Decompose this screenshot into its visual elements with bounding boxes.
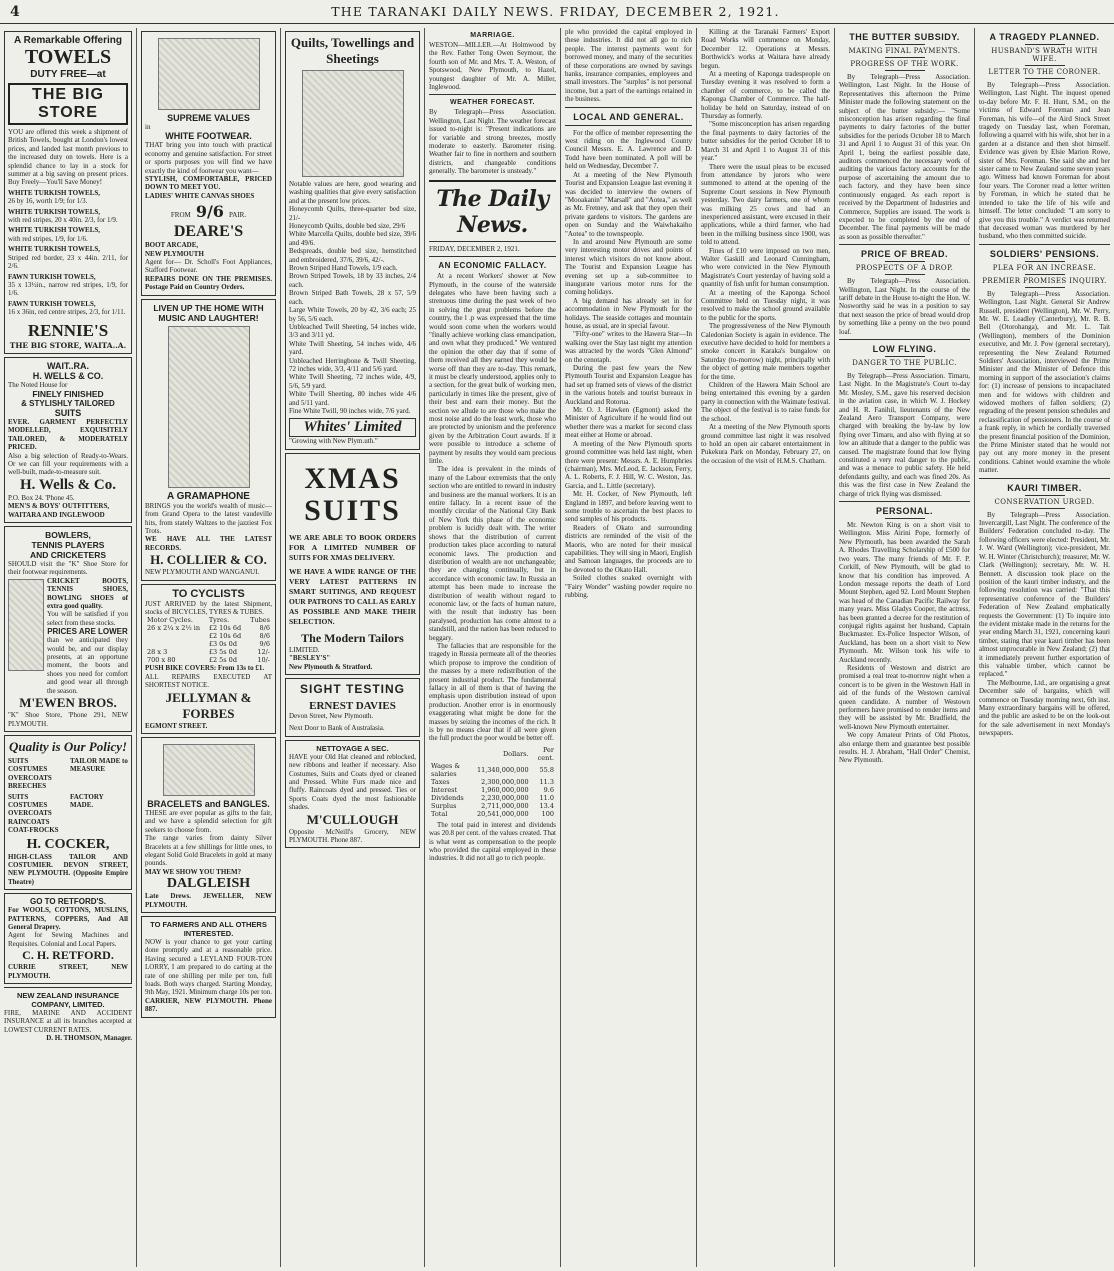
ad-heading: Quality is Our Policy! — [8, 738, 128, 754]
article-body: By Telegraph—Press Association. Timaru, Last Night. In the Magistrate's Court to-day Mr. Mosley, S.M., gave his reserved decision in the aviation case, in which W. J. Hockey and H. R. Fanihil, lieutenants of the New Zealand Aero Transport Company, were charged with breaking the by-law by low flying over Timaru, and also with flying at so low an altitude that a danger to the public was caused. The magistrate found that low flying constituted a very real danger to the public, and was a menace to public safety. He held defendants guilty, and each was fined 20s. As this was the first case in New Zealand the charge of trick flying was dismissed. — [839, 371, 970, 498]
divider — [885, 261, 925, 262]
article-subheading: MAKING FINAL PAYMENTS. — [848, 47, 961, 55]
table-cell: 8/6 — [259, 632, 270, 641]
ad-highlight: STYLISH, COMFORTABLE, PRICED DOWN TO MEET YOU. — [145, 175, 272, 192]
article-body: Mr. Newton King is on a short visit to Wellington. Miss Airini Pope, formerly of New Plymouth, has been awarded the Sarah A. Rhodes Travelling Scholarship of £500 for two years. The many friends of Mr. F. P. Corkill, of New Plymouth, will be glad to know that his condition has improved. A London message reports the death of Lord Mount Stephen, aged 92. Lord Mount Stephen was head of the Canadian Pacific Railway for many years. Miss Gladys Cooper, the actress, has been granted a decree for the restitution of conjugal rights against her husband, Captain Buckmaster. Ex-Police Inspector Wilson, of Auckland, has been on a short visit to New Plymouth. Mr. Wilson took his wife to Auckland recently. — [839, 521, 970, 664]
ad-heading: SUPREME VALUES — [167, 113, 250, 123]
ad-firm-sub: LIMITED. — [289, 645, 320, 654]
ad-title: SIGHT TESTING — [299, 682, 405, 696]
divider — [885, 356, 925, 357]
ad-heading: BOWLERS, — [45, 530, 91, 540]
ad-location: Next Door to Bank of Australasia. — [289, 724, 385, 733]
list-item-desc: 35 x 13½in., narrow red stripes, 1/9, for 1/6. — [8, 280, 128, 298]
ad-heading: NEW ZEALAND INSURANCE COMPANY, LIMITED. — [16, 991, 120, 1010]
ad-town: WAIT..RA. — [47, 360, 89, 371]
divider — [1025, 44, 1065, 45]
article-body: Residents of Westown and district are promised a real treat to-morrow night when a concert is to be given in the Westown Hall in aid of the funds of the Westown carnival queen candidate. A number of Westown performers have promised to render items and they will be assisted by Mr. Bradfield, the well-known New Plymouth entertainer. — [839, 663, 970, 731]
ad-heading: BRACELETS and BANGLES. — [147, 798, 270, 809]
list-item-desc: with red stripes, 1/9, for 1/6. — [8, 234, 88, 243]
divider — [1025, 78, 1065, 79]
newspaper-title: THE TARANAKI DAILY NEWS. FRIDAY, DECEMBER 2, 1921. — [331, 4, 780, 19]
news-paragraph: There were the usual pleas to be excused from attendance by jurors who were summoned to attend at the opening of the Supreme Court sessions in New Plymouth yesterday. Two dairy farmers, one of whom was milking 25 cows and had an inexperienced assistant, were excused in their applications, while a third farmer, who had been in the milking business since 1900, was told to attend. — [701, 162, 830, 247]
article-subheading: CONSERVATION URGED. — [994, 497, 1095, 506]
list-item: White Marcella Quilts, double bed size, 39/6 and 49/6. — [289, 230, 416, 247]
list-item: White Twill Sheeting, 72 inches wide, 4/9, 5/6, 5/9 yard. — [289, 373, 416, 390]
list-item: Honeycomb Quilts, double bed size, 29/6 — [289, 222, 406, 231]
table-cell: 1,960,000,000 — [481, 785, 529, 794]
divider — [1025, 274, 1065, 275]
table-row — [145, 656, 272, 664]
ad-firm-address: CURRIE STREET, NEW PLYMOUTH. — [8, 963, 128, 980]
news-paragraph: At a meeting of the New Plymouth Tourist and Expansion League last evening it was decided to interview the owners of "Mooakanin" "Marsall" and "Aotea," as well as Mr. Fretney, and ask that they open their private gardens to visitors. The gardens are open on Sunday and the Waiwhakaiho "Aotea" to the townspeople. — [565, 170, 692, 238]
divider — [839, 501, 970, 502]
list-item-name: FAWN TURKISH TOWELS, — [8, 299, 96, 308]
bracelet-illustration — [163, 744, 255, 796]
shoe-illustration — [158, 38, 260, 110]
ad-body: For WOOLS, COTTONS, MUSLINS, PATTERNS, COPPERS, And All General Drapery. — [8, 906, 128, 931]
news-paragraph: Children of the Hawera Main School are being entertained this evening by a garden party in connection with the Waimate festival. The object of the festival is to raise funds for the school. — [701, 381, 830, 423]
ad-tag: FACTORY MADE. — [70, 792, 104, 809]
ad-firm-name: DALGLEISH — [166, 876, 251, 892]
ad-body: WE ARE ABLE TO BOOK ORDERS FOR A LIMITED NUMBER OF SUITS FOR XMAS DELIVERY. — [289, 532, 416, 562]
list-item: Large White Towels, 20 by 42, 3/6 each; 25 by 56, 5/6 each. — [289, 306, 416, 323]
article-subheading: HUSBAND'S WRATH WITH WIFE. — [991, 47, 1098, 63]
article-body: By Telegraph—Press Association. Wellington, Last Night. The weather forecast issued to-night is: "Present indications are for variable and strong breezes, mostly moderate to easterly. Barometer rising. Weather fair to fine in northern and southern districts, and changeable conditions generally. The barometer is unsteady." — [429, 108, 556, 176]
ad-body: WE HAVE A WIDE RANGE OF THE VERY LATEST PATTERNS IN SMART SUITINGS, AND REQUEST OUR PATRONS TO CALL AS EARLY AS POSSIBLE AND MAKE THEIR SELECTION. — [289, 566, 416, 626]
ad-firm-town: NEW PLYMOUTH — [145, 249, 204, 258]
table-row — [429, 786, 556, 794]
table-header: Per cent. — [537, 745, 554, 762]
rennies-towels-ad — [4, 31, 132, 354]
ad-title: Quilts, Towellings and Sheetings — [290, 35, 415, 66]
article-heading: A TRAGEDY PLANNED. — [989, 32, 1100, 42]
paper-nameplate: The Daily News. — [436, 185, 549, 238]
deares-footwear-ad — [141, 31, 276, 296]
ad-highlight: WE HAVE ALL THE LATEST RECORDS. — [145, 535, 272, 552]
article-subheading: PLEA FOR AN INCREASE. — [992, 263, 1097, 272]
ad-line: FINELY FINISHED — [32, 388, 104, 399]
news-paragraph: The progressiveness of the New Plymouth Caledonian Society is again in evidence. The executive have decided to hold for members a smoke concert in Karaka's bungalow on Saturday (to-morrow) night, principally with the object of getting male members together for the time. — [701, 322, 830, 381]
editorial-paragraph: At a recent Workers' shower at New Plymouth, in the course of the waterside delegates who have been having such a strenuous time during the past week of two in solving the great problems before the country, the l .p was expressed that the time would soon come when the workers would "finally achieve working class emancipation, and own what they produced." We ventured the opinion the other day that if some of them received all they earned they would be worse off than they are to-day. This remark, it must be clearly understood, applies only to a section, for the great bulk of working men, particularly in times like the present, give of their best and earn their money. But the section we allude to are those who make the most noise and do the least work, those who are protected by unionism and the preference given by the Arbitration Court awards. If it were possible to introduce a scheme of payment by results they would earn precious little. — [429, 272, 556, 466]
divider — [429, 241, 556, 242]
ad-list: SUITS COSTUMES OVERCOATS BREECHES — [8, 756, 52, 791]
news-paragraph: During the past few years the New Plymouth Tourist and Expansion League has had set up framed sets of views of the district in the various hotels and tourist bureaux in Auckland and Rotorua. — [565, 364, 692, 406]
ad-body: HAVE your Old Hat cleaned and reblocked, new ribbons and leather if necessary. Also Costumes, Suits and Coats dyed or cleaned and Pressed. White Furs made nice and fluffy. Raincoats dyed and pressed. Ties or Sports Coats dyed the most fashionable shades. — [289, 752, 416, 812]
ad-heading: GO TO RETFORD'S. — [30, 897, 106, 907]
table-cell: 11.0 — [539, 793, 554, 802]
ad-tagline: The Noted House for — [8, 380, 68, 389]
table-row — [429, 778, 556, 786]
carrier-ad — [141, 916, 276, 1018]
ad-firm-sub: BOOT ARCADE, — [145, 241, 199, 250]
ad-slogan: "Growing with New Plym.uth." — [289, 437, 378, 446]
news-paragraph: "Some misconception has arisen regarding the final payments to dairy factories of the butter subsidies for the period October 18 to March 31 and April 1 to August 31 of this year." — [701, 120, 830, 163]
column-3 — [281, 28, 424, 1267]
ad-heading: LIVEN UP THE HOME WITH MUSIC AND LAUGHTER! — [153, 302, 264, 323]
quilt-price-list — [289, 205, 416, 415]
list-item: Brown Striped Bath Towels, 28 x 57, 5/9 each. — [289, 289, 416, 306]
article-subheading: PROGRESS OF THE WORK. — [850, 60, 959, 68]
ad-heading: TO CYCLISTS — [172, 587, 245, 600]
article-body: By Telegraph—Press Association. Wellington, Last Night. The inquest opened to-day before Mr. F. H. Hunt, S.M., on the victims of Edward Foreman and Jean Foreman, his wife—of the Aird Stock Street tragedy on Tuesday last, when Foreman, following a quarrel with his wife, shot her in a garden at a distance and then shot himself. Evidence was given by Elsie Marion Rowe, sister of Mrs. Foreman. She said she and her sister came to New Zealand some seven years ago. Witness had known Foreman for about four years. The Coroner read a letter written by Foreman, in which he stated that he intended to take the life of his wife and himself. The letter concluded: "I am sorry to give you this trouble." A verdict was returned that deceased woman was murdered by her husband, who then committed suicide. — [979, 81, 1110, 241]
dalgleish-jeweller-ad — [141, 737, 276, 913]
list-item: Honeycomb Quilts, three-quarter bed size, 21/- — [289, 205, 416, 222]
table-header: Tyres. — [208, 616, 230, 625]
ernest-davies-ad — [285, 678, 420, 737]
ad-heading: TENNIS PLAYERS — [31, 540, 105, 550]
editorial-paragraph: The fallacies that are responsible for the tragedy in Russia permeate all of the theories which propose to improve the condition of the masses by a mere redistribution of the present industrial product. The fundamental fallacy in all of them is that of having the emphasis upon distribution instead of upon production. Another error is in enormously exaggerating what might be done for the masses by seizing the incomes of the rich. It is by no means clear that if all were given the full product the poor would be better off. — [429, 641, 556, 743]
divider — [885, 369, 925, 370]
news-paragraph: At a meeting of Kaponga tradespeople on Tuesday evening it was resolved to form a chamber of commerce, to be called the Kaponga Chamber of Commerce. The half-holiday be held on Saturday, instead of on Thursday as formerly. — [701, 70, 830, 121]
list-item: Brown Striped Towels, 18 by 33 inches, 2/4 each. — [289, 272, 416, 289]
ad-line: SUITS — [54, 407, 82, 418]
article-body: The Melbourne, Ltd., are organising a great December sale of bargains, which will commence on Tuesday morning next, 6th inst. Many extraordinary bargains will be offered, and the public are asked to be on the look-out for the sale advertisement in next Monday's newspapers. — [979, 678, 1110, 738]
divider — [429, 256, 556, 257]
table-cell: Surplus — [431, 801, 457, 810]
ad-body: YOU are offered this week a shipment of British Towels, bought at London's lowest prices, and landed last month previous to the increased duty on towels. Here is a splendid chance to lay in a stock for summer at a big saving on present prices. Buy Freely—You'll Save Money! — [8, 128, 128, 187]
section-heading: WEATHER FORECAST. — [450, 99, 535, 107]
table-cell: Wages & salaries — [431, 761, 461, 778]
cricketer-illustration — [8, 579, 44, 671]
ad-subheading: WHITE FOOTWEAR. — [165, 131, 252, 142]
divider — [979, 478, 1110, 479]
ad-firm-name: M'CULLOUGH — [306, 811, 399, 827]
jellyman-cyclists-ad — [141, 584, 276, 734]
column-6 — [697, 28, 834, 1267]
table-row — [145, 624, 272, 632]
divider — [1025, 261, 1065, 262]
news-paragraph: For the office of member representing the west riding on the Inglewood County Council Messrs. E. A. Lawrence and D. Todd have been nominated. A poll will be held on Wednesday, December 7. — [565, 128, 692, 171]
column-8 — [975, 28, 1114, 1267]
column-2 — [137, 28, 280, 1267]
list-item-name: FAWN TURKISH TOWELS, — [8, 272, 96, 281]
table-cell: Taxes — [431, 777, 450, 786]
list-item-desc: Striped red border, 23 x 44in. 2/11, for 2/6. — [8, 253, 128, 271]
table-cell: 700 x 80 — [147, 656, 176, 665]
ad-body: Notable values are here, good wearing and washing qualities that give every satisfaction and at the present low prices. — [289, 180, 416, 205]
ad-body: EVER. GARMENT PERFECTLY MODELLED, EXQUISITELY TAILORED, & MODERATELY PRICED. — [8, 417, 128, 452]
table-cell — [145, 640, 207, 648]
section-heading: LOCAL AND GENERAL. — [573, 111, 684, 122]
divider — [565, 125, 692, 126]
ad-subheading: in — [145, 123, 151, 131]
ad-firm-name: H. COLLIER & CO. — [150, 552, 267, 568]
list-item-name: WHITE TURKISH TOWELS, — [8, 188, 101, 197]
ad-firm-name: DEARE'S — [173, 223, 244, 241]
list-item-name: WHITE TURKISH TOWELS, — [8, 207, 101, 216]
list-item-name: WHITE TURKISH TOWELS, — [8, 226, 101, 235]
ad-heading: AND CRICKETERS — [29, 550, 107, 560]
ad-body: SHOULD visit the "K" Shoe Store for their footwear requirements. — [8, 560, 128, 577]
ad-body: than we anticipated they would be, and our display presents, at an opportune moment, the boots and shoes you need for comfort and good wear all through the season. — [47, 636, 128, 695]
ad-firm-name: Whites' Limited — [289, 418, 416, 437]
ad-heading: TO FARMERS AND ALL OTHERS INTERESTED. — [150, 920, 267, 939]
gramophone-illustration — [168, 326, 250, 488]
divider — [429, 180, 556, 182]
list-item: Bedspreads, double bed size, hemstitched and embroidered, 37/6, 39/6, 42/-. — [289, 247, 416, 264]
article-subheading: PROSPECTS OF A DROP. — [855, 264, 954, 273]
table-row — [429, 794, 556, 802]
table-cell: £3 5s 0d — [208, 648, 237, 657]
ad-tag: TAILOR MADE to MEASURE — [70, 756, 128, 774]
page-number: 4 — [10, 3, 21, 20]
ad-body: THESE are ever popular as gifts to the fair, and we have a splendid selection for gift seekers to choose from. — [145, 808, 272, 834]
ad-firm-name: M'EWEN BROS. — [19, 695, 117, 711]
ad-firm-address: "K" Shoe Store, 'Phone 291, NEW PLYMOUTH. — [8, 711, 128, 728]
ad-firm-address: Late Drews. JEWELLER, NEW PLYMOUTH. — [145, 892, 272, 909]
ad-line: & STYLISHLY TAILORED — [21, 398, 115, 408]
big-store-logo: THE BIG STORE — [8, 83, 128, 125]
ad-firm-name: CARRIER, NEW PLYMOUTH. Phone 887. — [145, 996, 272, 1014]
masthead — [0, 0, 1114, 24]
table-cell: 11.3 — [539, 777, 554, 786]
article-heading: THE BUTTER SUBSIDY. — [849, 32, 960, 42]
news-paragraph: A meeting of the New Plymouth sports ground committee was held last night, when there were present: Messrs. A. E. Humphries (chairman), Mrs. McLeod, E. Jackson, Ferry, A. L. Roberts, F. J. Hill, W. C. Weston, Jas. Garcia, and L. Little (secretary). — [565, 439, 692, 490]
news-paragraph: At a meeting of the New Plymouth sports ground committee last night it was resolved to hold an open air cabaret entertainment in Pukekura Park on Monday, February 27, on the occasion of the visit of H.M.S. Chatham. — [701, 423, 830, 465]
notice-body: WESTON—MILLER.—At Holmwood by the Rev. Father Tong Owen Seymour, the fourth son of Mr. and Mrs. T. A. Weston, of Spotswood, New Plymouth, to Hazel, youngest daughter of Mr. A. Miller, Inglewood. — [429, 41, 556, 92]
divider — [1025, 508, 1065, 509]
table-cell: Dividends — [431, 793, 464, 802]
ad-body: You will be satisfied if you select from these stocks. — [47, 610, 128, 627]
divider — [1025, 495, 1065, 496]
table-cell: 100 — [541, 809, 554, 818]
divider — [839, 244, 970, 245]
table-header — [429, 746, 475, 762]
table-cell: £2 10s 6d — [208, 632, 242, 641]
news-paragraph: In and around New Plymouth are some very interesting motor drives and points of interest which visitors do not know about. The Tourist and Expansion League has evening set up a sub-committee to inaugurate various motor runs for the coming holidays. — [565, 237, 692, 297]
ad-body: The range varies from dainty Silver Bracelets at a few shillings for little ones, to elegant Solid Gold Bracelets in gold at many pounds. — [145, 834, 272, 868]
ad-firm-address: EGMONT STREET. — [145, 721, 208, 730]
ad-firm-name: H. Wells & Co. — [20, 476, 116, 493]
table-cell: 13.4 — [539, 801, 554, 810]
column-1 — [0, 28, 136, 1267]
divider — [885, 274, 925, 275]
insurance-ad — [4, 991, 132, 1043]
ad-body: ALL REPAIRS EXECUTED AT SHORTEST NOTICE. — [145, 672, 272, 690]
editorial-paragraph: The idea is prevalent in the minds of many of the Labour extremists that the only section who are entitled to reward in industry and business are the manual workers. It is an entire fallacy. In a recent issue of the monthly circular of the National City Bank of New York this phase of the economic problem is lucidly dealt with. The writer shows that the distribution of current production takes place according to natural economic laws. The production and distribution of wealth are not unchangeable; they are changing continually, but in accordance with economic law. In Russia an attempt has been made to increase the distribution of wealth without regard to economic law, or the facts of human nature, with the result that industry has been paralysed, production has come almost to a standstill, and the nation has been reduced to beggary. — [429, 465, 556, 642]
ad-firm-towns: NEW PLYMOUTH AND WANGANUI. — [145, 568, 260, 577]
list-item: White Twill Sheeting, 54 inches wide, 4/6 yard. — [289, 339, 416, 357]
h-wells-ad — [4, 357, 132, 523]
table-header: Tubes — [250, 616, 270, 625]
divider — [885, 44, 925, 45]
divider — [565, 107, 692, 108]
ad-body: PUSH BIKE COVERS: From 13s to £1. — [145, 664, 265, 673]
ad-body: BRINGS you the world's wealth of music—from Grand Opera to the latest vaudeville hits, from stately Waltzes to the jazziest Fox Trots. — [145, 501, 272, 535]
table-row — [145, 640, 272, 648]
ad-firm-name: JELLYMAN & FORBES — [165, 689, 252, 721]
towel-price-list — [8, 189, 128, 317]
ad-firm-address: HIGH-CLASS TAILOR AND COSTUMIER. DEVON STREET, NEW PLYMOUTH. (Opposite Empire Theatre) — [8, 852, 128, 886]
table-cell: 28 x 3 — [147, 648, 168, 657]
divider — [4, 987, 132, 988]
list-item-desc: 16 x 36in, red centre stripes, 2/3, for 1/11. — [8, 308, 126, 317]
divider — [885, 70, 925, 71]
article-subheading: DANGER TO THE PUBLIC. — [852, 358, 957, 367]
article-heading: SOLDIERS' PENSIONS. — [989, 248, 1100, 259]
table-cell: 8/6 — [259, 624, 270, 633]
article-body: By Telegraph—Press Association. Wellington, Last Night. In the House of Representatives this afternoon the Prime Minister made the following statement on the subject of the butter subsidy:— "Some misconception has arisen regarding the final payments to dairy factories of the butter subsidies for the periods October 18 to March 31 and April 1 to August 31 of this year. On April 1, being the earliest possible date, auditors commenced the necessary work of auditing the various factory accounts for the purpose of ascertaining the amount due to each factory, and they have been since continuously engaged. As each report is received by the Department of Industries and Commerce, Supplies are issued. The work is expected to be completed by the end of December. The final payments will be made as soon as possible thereafter." — [839, 73, 970, 241]
table-cell: 9/6 — [259, 640, 270, 649]
table-cell: 55.8 — [539, 765, 554, 774]
divider — [839, 339, 970, 340]
ad-body: Agent for Sewing Machines and Requisites. Colonial and Local Papers. — [8, 931, 128, 948]
ad-body: Agent for— Dr. Scholl's Foot Appliances, Stafford Footwear. — [145, 258, 272, 275]
ad-body: NOW is your chance to get your carting done promptly and at a reasonable price. Having secured a LEYLAND FOUR-TON LORRY, I am prepared to do carting at the rate of one shilling per mile per ton, full loads. Both ways charged. Starting Monday, 9th May, 1921. Minimum charge 10s per ton. — [145, 938, 272, 997]
ad-title: TOWELS — [24, 46, 112, 68]
ad-address: Devon Street, New Plymouth. — [289, 712, 374, 720]
table-row — [429, 810, 556, 818]
column-5 — [561, 28, 696, 1267]
table-header: Motor Cycles. — [147, 616, 193, 625]
news-paragraph: At a meeting of the Kaponga School Committee held on Tuesday night, it was resolved to make the school ground available to the public for the sports. — [701, 288, 830, 322]
whites-quilts-ad — [285, 31, 420, 450]
ad-heading: A Remarkable Offering — [14, 35, 122, 46]
table-row — [145, 648, 272, 656]
ad-price-label: FROM — [170, 211, 191, 220]
ad-signature: D. H. THOMSON, Manager. — [46, 1034, 132, 1043]
ad-price: 9/6 — [195, 202, 224, 222]
editorial-paragraph: The total paid in interest and dividends was 20.8 per cent. of the values created. That is what went as compensation to the people who provided the capital employed in these industries. It did not all go to rich people. — [429, 820, 556, 863]
table-cell: 10/- — [257, 656, 270, 665]
article-subheading: PREMIER PROMISES INQUIRY. — [982, 276, 1107, 285]
list-item: Fine White Twill, 90 inches wide, 7/6 yard. — [289, 406, 411, 415]
ad-firm-name: ERNEST DAVIES — [309, 700, 396, 712]
store-address: THE BIG STORE, WAITA..A. — [9, 340, 127, 350]
section-heading: MARRIAGE. — [470, 32, 515, 39]
table-cell: £2 5s 0d — [208, 656, 237, 665]
table-cell: 2,711,000,000 — [481, 801, 529, 810]
ad-price-unit: PAIR. — [229, 211, 247, 220]
ad-product: LADIES' WHITE CANVAS SHOES — [145, 191, 255, 200]
ad-highlight: MAY WE SHOW YOU THEM? — [145, 867, 242, 876]
table-cell: 11,340,000,000 — [476, 765, 529, 774]
ad-body: FIRE, MARINE AND ACCIDENT INSURANCE at all its branches accepted at LOWEST CURRENT RATES. — [4, 1009, 132, 1034]
article-body: We copy Amateur Prints of Old Photos, also enlarge them and guarantee best possible results. H. J. Abraham, "Hall Order" Chemist, New Plymouth. — [839, 731, 970, 765]
retford-ad — [4, 893, 132, 984]
table-cell: Total — [431, 809, 448, 818]
paper-date: FRIDAY, DECEMBER 2, 1921. — [429, 244, 520, 253]
store-name: RENNIE'S — [27, 320, 109, 340]
list-item-desc: 26 by 16, worth 1/9; for 1/3. — [8, 197, 88, 206]
ad-firm-contact: P.O. Box 24. 'Phone 45. — [8, 493, 75, 502]
ad-firm-name: C. H. RETFORD. — [22, 948, 114, 963]
column-7 — [835, 28, 974, 1267]
divider — [885, 57, 925, 58]
article-heading: PERSONAL. — [875, 506, 933, 517]
ad-firm-towns: WAITARA AND INGLEWOOD — [8, 510, 105, 519]
ad-subtitle: DUTY FREE—at — [30, 69, 106, 80]
ad-title: XMAS SUITS — [304, 461, 401, 527]
tyre-price-table — [145, 616, 272, 664]
news-paragraph: "Fifty-one" writes to the Hawera Star—In walking over the Stay last night my attention was attracted by the words "Glen Almond" on the cenotaph. — [565, 330, 692, 364]
divider — [1025, 65, 1065, 66]
ad-body: JUST ARRIVED by the latest Shipment, stocks of BICYCLES, TYRES & TUBES. — [145, 599, 272, 616]
table-cell — [145, 632, 207, 640]
list-item: Brown Striped Hand Towels, 1/9 each. — [289, 264, 398, 273]
mccullough-ad — [285, 740, 420, 849]
woman-illustration — [302, 70, 404, 177]
ad-firm-name: H. COCKER, — [26, 836, 110, 852]
editorial-continued: ple who provided the capital employed in these industries. It did not all go to rich people. The interest payments went for borrowed money, and many of the securities of these corporations are owned by savings banks, insurance companies, employees and small investors. The "surplus" is not personal income, but a part of the earnings retained in the business. — [565, 28, 692, 104]
list-item-name: WHITE TURKISH TOWELS, — [8, 245, 101, 254]
table-cell: 2,230,000,000 — [481, 793, 529, 802]
ad-firm-sub: "BESLEY'S" — [289, 654, 331, 663]
cocker-tailor-ad — [4, 735, 132, 890]
table-cell: 2,300,000,000 — [481, 777, 529, 786]
list-item: White Twill Sheeting, 80 inches wide 4/6 and 5/11 yard. — [289, 390, 416, 407]
table-cell: 12/- — [257, 648, 270, 657]
divider — [429, 94, 556, 95]
table-cell: 26 x 2¼ x 2½ in — [147, 624, 201, 633]
ad-title: A GRAMAPHONE — [167, 490, 250, 502]
list-item: Unbleached Twill Sheeting, 54 inches wide, 3/3 and 3/11 yd. — [289, 322, 416, 340]
news-paragraph: Fines of £10 were imposed on two men, Walter Gaskill and Leonard Cunningham, who were convicted in the New Plymouth Magistrate's Court yesterday of having sold a quantity of fish unfit for human consumption. — [701, 246, 830, 289]
article-heading: PRICE OF BREAD. — [860, 249, 948, 260]
news-paragraph: Killing at the Taranaki Farmers' Export Road Works will commence on Monday, December 12. Operations at Messrs. Borthwick's works at Waitara have already begun. — [701, 28, 830, 70]
production-table — [429, 746, 556, 818]
article-subheading: LETTER TO THE CORONER. — [988, 68, 1101, 76]
divider — [979, 244, 1110, 245]
ad-body: CRICKET BOOTS, TENNIS SHOES, BOWLING SHOES of extra good quality. — [47, 576, 128, 611]
ad-list: SUITS COSTUMES OVERCOATS RAINCOATS COAT-FROCKS — [8, 792, 59, 835]
ad-footer: REPAIRS DONE ON THE PREMISES. Postage Paid on Country Orders. — [145, 274, 272, 292]
ad-firm-address: Opposite McNeill's Grocery, NEW PLYMOUTH. Phone 887. — [289, 827, 416, 845]
ad-highlight: PRICES ARE LOWER — [47, 627, 128, 637]
collier-gramophone-ad — [141, 299, 276, 581]
column-4 — [425, 28, 560, 1267]
table-header: Dollars. — [502, 749, 529, 758]
ad-heading: NETTOYAGE A SEC. — [316, 743, 389, 753]
ad-firm-name: The Modern Tailors — [301, 630, 404, 645]
editorial-heading: AN ECONOMIC FALLACY. — [438, 261, 547, 271]
ad-firm: H. WELLS & CO. — [32, 370, 104, 381]
table-cell: 20,541,000,000 — [476, 809, 529, 818]
ad-firm-trade: MEN'S & BOYS' OUTFITTERS, — [8, 502, 110, 511]
mcewen-shoes-ad — [4, 526, 132, 732]
news-paragraph: Soiled clothes soaked overnight with "Fairy Wonder" washing powder require no rubbing. — [565, 574, 692, 599]
article-body: By Telegraph—Press Association. Wellington, Last Night. General Sir Andrew Russell, president (Wellington), Mr. W. Perry, Mr. W. E. Leadley (Canterbury), Mr. R. B. Bell (Otorohanga), and Mr. L. Tait (Wellington), members of the Dominion executive, and Mr. J. Pow (general secretary), representing the New Zealand Returned Soldiers' Association, interviewed the Prime Minister and the Minister of Defence this morning in support of the association's claims for: (1) increase of pensions to incapacitated men and for widows with children and widowed mothers of fallen soldiers; (2) regrading of the present pension schedules and reclassification of pensioners. In the course of a frank reply, in which he cordially traversed the present financial position of the Dominion, the Prime Minister stated that he would not pay out any more money in the present conditions. Cabinet would examine the whole matter. — [979, 289, 1111, 475]
modern-tailors-ad — [285, 453, 420, 675]
divider — [885, 518, 925, 519]
table-row — [429, 802, 556, 810]
news-paragraph: A big demand has already set in for accommodation in New Plymouth for the holidays. The seaside cottages and mountain house, as usual, are in special favour. — [565, 296, 692, 330]
table-cell: £3 0s 0d — [208, 640, 237, 649]
news-paragraph: Readers of Okato and surrounding districts are reminded of the visit of the Maoris, who are noted for their musical capabilities. They will sing in Maori, English and Samoan languages, the proceeds are to be devoted to the Okato Hall. — [565, 523, 692, 574]
ad-body: THAT bring you into touch with practical economy and genuine satisfaction. For street or sports purposes you will find we have exactly the kind of footwear you want— — [145, 141, 272, 175]
news-paragraph: Mr. O. J. Hawken (Egmont) asked the Minister of Agriculture if he would find out whether there was a market for second class meat either at Home or abroad. — [565, 406, 692, 440]
article-heading: LOW FLYING. — [872, 343, 937, 354]
table-cell: Interest — [431, 785, 458, 794]
article-body: By Telegraph—Press Association. Wellington, Last Night. In the course of the tariff debate in the House to-night the Hon. W. Nosworthy said he was in a position to say that next season the price of bread would drop by something like a penny on the two pound loaf. — [839, 277, 970, 336]
table-cell: 9.6 — [543, 785, 554, 794]
article-heading: KAURI TIMBER. — [1007, 482, 1082, 493]
ad-firm-towns: New Plymouth & Stratford. — [289, 662, 373, 671]
ad-body: Also a big selection of Ready-to-Wears. Or we can fill your requirements with a well-built, made-to-measure suit. — [8, 451, 128, 477]
table-row — [429, 762, 556, 778]
table-row — [145, 632, 272, 640]
news-paragraph: Mr. H. Cocker, of New Plymouth, left England in 1897, and before leaving went to some trouble to ascertain the best places to send samples of his products. — [565, 490, 692, 524]
divider — [1025, 287, 1065, 288]
list-item: Unbleached Herringbone & Twill Sheeting, 72 inches wide, 3/3, 4/11 and 5/6 yard. — [289, 356, 416, 373]
list-item-desc: with red stripes, 20 x 40in. 2/3, for 1/9. — [8, 216, 118, 225]
article-body: By Telegraph—Press Association. Invercargill, Last Night. The conference of the Builders' Federation concluded to-day. The following officers were elected: President, Mr. J. W. Ward (Wellington); vice-president, Mr. W. H. Winter (Christchurch); treasurer, Mr. W. Clark (Wellington); secretary, Mr. W. H. Bennett. A discussion took place on the position of the kauri timber industry, and the following resolution was carried: "That this representative conference of the Builders' Federation of New Zealand emphatically requests the Government: (1) To inquire into the evident mistake made in the returns for the year ending March 31, 1921, concerning kauri timber, stating that year kauri timber has been almost unprocurable in New Zealand; (2) that it immediately prevent further exportation of this valuable timber, which cannot be replaced." — [979, 510, 1110, 679]
table-cell: £2 10s 6d — [208, 624, 242, 633]
